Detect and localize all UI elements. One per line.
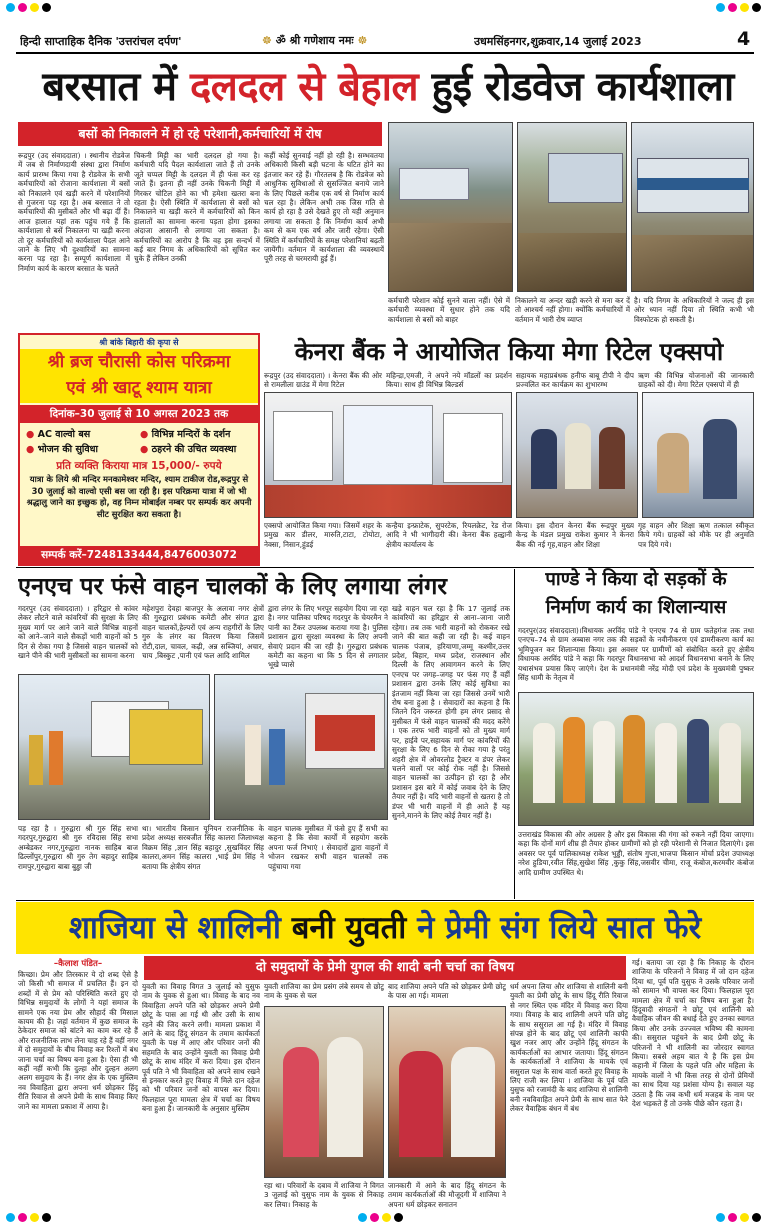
story1-headline-part1: बरसात में <box>42 64 190 110</box>
story2-bottom-col4: गृह वाहन और शिक्षा ऋण तत्काल स्वीकृत किये गये। ग्राहकों को मौके पर ही अनुमति पत्र दिये गये। <box>638 521 754 549</box>
registration-marks-top-right <box>716 3 761 13</box>
invocation <box>262 33 367 48</box>
story3-col1: गदरपुर (उद संवाददाता) । हरिद्वार से कांवर लेकर लौटने वाले कांवरियों की सुरक्षा के लिए मुख्य मार्ग पर आने जाने वाले विभिन्न वाहनों को आने–जाने वाले सैकड़ों भारी वाहनों को 5 दिन से रोका गया है जिससे वाहन चालकों को खाने पीने की भारी मुसीबतों का सामना करना <box>18 604 138 661</box>
registration-marks-top-left <box>6 3 51 13</box>
story5-photo-couple-left <box>264 1006 384 1178</box>
story3-col3: द्वारा लंगर के लिए भरपूर सहयोग दिया जा रहा है। नगर पालिका परिषद गदरपुर के चेयरमैन ने पानी का टैंकर उपलब्ध कराया गया है। पुलिस प्रशासन द्वारा सुरक्षा व्यवस्था के लिए अपनी सेवाएं प्रदान की जा रही है। गुरुद्वारा प्रबंधक कमेटी का कहना था कि 5 दिन से लगातार भूखे प्यासे <box>268 604 388 670</box>
page-number: 4 <box>737 28 751 50</box>
ganesh-emblem-icon: ☸ <box>262 34 272 47</box>
section-rule-2 <box>16 900 754 901</box>
column-rule-story3-4 <box>514 569 515 899</box>
story2-photo-expo-stalls <box>264 392 512 518</box>
paper-name: हिन्दी साप्ताहिक दैनिक 'उत्तरांचल दर्पण' <box>20 35 182 48</box>
masthead-rule <box>16 52 754 54</box>
registration-marks-bottom-center <box>358 1213 403 1223</box>
story2-bottom-col1: एक्सपो आयोजित किया गया। जिसमें शहर के प्रमुख कार डीलर, मारुति,टाटा, टोयोटा, नेक्सा, निसान,हुंडई <box>264 521 382 549</box>
story1-headline <box>18 60 758 116</box>
ad-bullet-icon: ● <box>26 444 35 455</box>
ad-feature-2 <box>140 427 258 440</box>
story3-headline: एनएच पर फंसे वाहन चालकों के लिए लगाया लंगर <box>18 572 447 600</box>
story1-subhead: बसों को निकालने में हो रहे परेशानी,कर्मचारियों में रोष <box>18 122 382 146</box>
story5-col4-top: बाद शाजिया अपने पति को छोड़कर प्रेमी छोटू के पास आ गई। मामला <box>388 982 506 1001</box>
ad-top-line: श्री बांके बिहारी की कृपा से <box>99 338 179 347</box>
invocation-text: ॐ श्री गणेशाय नमः <box>275 34 354 47</box>
story3-photo-trucks-left <box>18 674 210 820</box>
ad-feature-3-text: भोजन की सुविधा <box>37 444 98 455</box>
yatra-ad <box>18 333 260 566</box>
story2-headline: केनरा बैंक ने आयोजित किया मेगा रिटेल एक्सपो <box>294 337 724 366</box>
story2-top-col4: ऋण की विभिन्न योजनाओं की जानकारी ग्राहकों को दी। मेगा रिटेल एक्सपो में ही <box>638 371 754 390</box>
ad-title1: श्री ब्रज चौरासी कोस परिक्रमा <box>47 352 231 372</box>
ad-feature-4 <box>140 442 258 455</box>
story5-photo-couple-right <box>388 1006 506 1178</box>
story5-headline-blue2: ने प्रेमी संग लिये सात फेरे <box>417 910 702 946</box>
story5-headline-blue1: शाजिया से शालिनी <box>68 910 281 946</box>
story4-photo-foundation-ceremony <box>518 692 754 826</box>
story5-col6: गई। बताया जा रहा है कि निकाह के दौरान शाजिया के परिजनों ने विवाह में जो दान दहेज दिया था, पूर्व पति युसुफ ने उसके परिवार जनों को सामान भी वापस कर दिया। फिलहाल पूरा मामला क्षेत्र में चर्चा का विषय बना हुआ है। हिंदूवादी संगठनों ने छोटू एवं शालिनी को वैवाहिक जीवन की बधाई देते हुए उनका स्वागत किया और उनके उज्ज्वल भविष्य की कामना की। ससुराल पहुंचने के बाद प्रेमी छोटू के परिजनों ने भी शालिनी का जोरदार स्वागत किया। सबसे अहम बात ये है कि इस प्रेम कहानी में जिला के पहले पति और महिला के मायके वालों ने भी किस तरह से दोनों प्रेमियों का साथ दिया यह प्रशंसा योग्य है। सवाल यह उठता है कि जब कभी धर्म मजहब के नाम पर देश भड़कते हैं तो उनके पीछे कौन रहता है। <box>632 958 754 1109</box>
story3-bottom-col2: था। भारतीय किसान यूनियन राजनीतिक के प्रदेश अध्यक्ष सरबजीत सिंह कालरा जिलाध्यक्ष विक्रम सिंह ,ज्ञान सिंह बहादुर ,सुखविंदर सिंह कालरा,अमन सिंह कालरा ,भाई प्रेम सिंह ने बताया कि क्षेत्रीय संगत <box>142 824 264 871</box>
story5-byline: –कैलाश पंडित– <box>53 959 103 969</box>
ad-price: प्रति व्यक्ति किराया मात्र 15,000/- रुपये <box>56 460 222 472</box>
story1-photo-caption-b: निकालने या अन्दर खड़ी करने से मना कर दें तो आश्चर्य नहीं होगा। क्योंकि कर्मचारियों में वर्तमान में भारी रोष व्याप्त <box>515 296 630 324</box>
dateline: उधमसिंहनगर,शुक्रवार,14 जुलाई 2023 <box>474 35 642 48</box>
story4-headline-line2: निर्माण कार्य का शिलान्यास <box>545 597 727 618</box>
story1-col2: चिकनी मिट्टी का भारी दलदल हो गया है। कर्मचारी यदि पैदल कार्यशाला जाते हैं तो उनके जूते चप्पल मिट्टी के दलदल में ही फंस कर रह जाते हैं। इतना ही नहीं उनके चिकनी मिट्टी में गिरकर चोटिल होने का भी हमेशा खतरा बना रहता है। ऐसी स्थिति में कार्यशाला से बसों को निकालने या खड़ी करने में कर्मचारियों को किन हालातों का सामना करना पड़ता होगा इसका अंदाजा आसानी से लगाया जा सकता है। कर्मचारियों का आरोप है कि वह इस सन्दर्भ में कई बार निगम के अधिकारियों को सूचित कर चुके हैं लेकिन उनकी <box>134 151 260 264</box>
story3-col4: खड़े वाहन चल रहा है कि 17 जुलाई तक कांवरियों का हरिद्वार से आना–जाना जारी रहेगा। तब तक भारी वाहनों को रोककर रखे जाने की बात कही जा रही है। कई वाहन चालक पंजाब, हरियाणा,जम्मू कश्मीर,उत्तर प्रदेश, बिहार, मध्य प्रदेश, राजस्थान और दिल्ली के लिए आवागमन करने के लिए एनएच पर जगह–जगह पर फंस गए हैं वहीं प्रशासन द्वारा उनके लिए कोई सुविधा का इंतजाम नहीं किया जा रहा जिससे उनमें भारी रोष बना हुआ है । सेवादारों का कहना है कि जितने दिन जरूरत होगी हम लंगर प्रसाद से मुसीबत में फंसे वाहन चालकों की मदद करेंगे । एक तरफ भारी वाहनों को तो मुख्य मार्ग पर, हाईवे पर,सहायक मार्ग पर कांवरियों की सुरक्षा के लिए 6 दिन से रोका गया है परंतु शहरी क्षेत्र में ओवरलोड ट्रैक्टर व डंपर लेकर चलने वालों पर कोई रोक नहीं है। जिससे वाहन चालकों का उत्पीड़न हो रहा है और प्रशासन इस बारे में कोई जवाब देने के लिए तैयार नहीं है। यदि भारी वाहनों से खतरा है तो डंपर भी भारी वाहनों में ही आते हैं यह सुनने,मानने के लिए कोई तैयार नहीं है। <box>392 604 510 820</box>
story5-col5: धर्म अपना लिया और शाजिया से शालिनी बनी युवती का प्रेमी छोटू के साथ हिंदू रीति रिवाज से नगर स्थित एक मंदिर में विवाह करा दिया गया। विवाह के बाद शालिनी अपने पति छोटू के साथ ससुराल आ गई है। मंदिर में विवाह संपन्न होने के बाद छोटू एवं शालिनी काफी खुश नजर आए और उन्होंने हिंदू संगठन के कार्यकर्ताओं का आभार जताया। हिंदू संगठन के कार्यकर्ताओं ने शाजिया के मायके एवं ससुराल पक्ष के साथ वार्ता करते हुए विवाह के लिए राजी कर लिया । शाजिया के पूर्व पति युसुफ को रजामंदी के बाद शाजिया से शालिनी बनी नवविवाहित अपने प्रेमी के साथ सात फेरे लेकर वैवाहिक बंधन में बंध <box>510 982 628 1114</box>
story4-caption: उत्तराखंड विकास की ओर अग्रसर है और इस विकास की गंगा को रुकने नहीं दिया जाएगा। कहा कि दोनों मार्ग शीघ्र ही तैयार होकर ग्रामीणों को हो रही परेशानी से निजात दिलाएंगे। इस अवसर पर पूर्व पालिकाध्यक्ष राकेश भुड्डी, संतोष गुप्ता,भाजपा किसान मोर्चा प्रदेश उपाध्यक्ष नरेश हुडिया,रवीत सिंह,सुखेश सिंह ,कुकु सिंह,जसवीर चीमा, राजू कंबोज,करमवीर कंबोज आदि ग्रामीण उपस्थित थे। <box>518 830 754 877</box>
story3-bottom-col1: पड़ रहा है । गुरुद्वारा श्री गुरु सिंह सभा गदरपुर,गुरुद्वारा श्री गुरु रविदास सिंह सभा अम्बेडकर नगर,गुरुद्वारा नानक साहिब बाज ढिल्लोंपुर,गुरुद्वारा श्री गुरु तेग बहादुर साहिब रामपुर,गुरुद्वारा बाबा बुड्ढा जी <box>18 824 138 871</box>
registration-marks-bottom-right <box>716 1213 761 1223</box>
ganesh-emblem-icon-right: ☸ <box>357 34 368 47</box>
story2-bottom-col2: कन्हैया इन्फ्राटेक, सुपरटेक, रियलक्रेट, रेड रोज आदि ने भी भागीदारी की। केनरा बैंक हल्द्वानी क्षेत्रीय कार्यालय के <box>386 521 512 549</box>
story4-body: गदरपुर(उद संवाददाता)।विधायक अरविंद पांडे ने एनएच 74 से ग्राम फतेहगंज तक तथा एनएच–74 से ग्राम अब्बास नगर तक की सड़कों के नवीनीकरण एवं डामरीकरण कार्य का भूमिपूजन कर शिलान्यास किया। इस अवसर पर ग्रामीणों को संबोधित करते हुए क्षेत्रीय विधायक अरविंद पांडे ने कहा कि गदरपुर विधानसभा को आदर्श विधानसभा बनाने के लिए यथासंभव प्रयास किए जाएंगे। देश के प्रधानमंत्री नरेंद्र मोदी एवं प्रदेश के मुख्यमंत्री पुष्कर सिंह धामी के नेतृत्व में <box>518 626 754 683</box>
story4-headline-line1: पाण्डे ने किया दो सड़कों के <box>545 569 727 590</box>
story2-photo-inauguration <box>516 392 638 518</box>
story3-col2: महेशपुरा देवहा बाजपुर के अलावा नगर क्षेत्रों की गुरुद्वारा प्रबंधक कमेटी और संगत द्वारा वाहन चालकों,हेल्परों एवं अन्य राहगीरों के लिए गुरु के लंगर का वितरण किया जिसमें रोटी,दाल, चावल, कढ़ी, अन्न सब्जियां, अचार, चाय ,बिस्कुट ,पानी एवं फल आदि शामिल <box>142 604 264 661</box>
story2-photo-loan-letter <box>642 392 754 518</box>
story5-headline-black: बनी युवती <box>280 910 418 946</box>
story5-col3-bottom: रहा था। परिवारों के दबाव में शाजिया ने विगत 3 जुलाई को युसुफ नाम के युवक से निकाह कर लिया। निकाह के <box>264 1181 384 1209</box>
ad-contact: सम्पर्क करें–7248133444,8476003072 <box>20 546 258 564</box>
story1-photo-bus-depot <box>388 122 513 292</box>
story2-bottom-col3: किया। इस दौरान केनरा बैंक रूद्रपुर मुख्य केन्द्र के मंडल प्रमुख राकेश कुमार ने केनरा बैंक की नई गृह,वाहन और शिक्षा <box>516 521 634 549</box>
story5-col4-bottom: जानकारी में आने के बाद हिंदू संगठन के तमाम कार्यकर्ताओं की मौजूदगी में शाजिया ने अपना धर्म छोड़कर सनातन <box>388 1181 506 1209</box>
story3-photo-trucks-right <box>214 674 388 820</box>
ad-feature-1-text: AC वाल्वो बस <box>37 429 91 440</box>
ad-bullet-icon: ● <box>140 444 149 455</box>
registration-marks-bottom-left <box>6 1213 51 1223</box>
ad-feature-1 <box>26 427 138 440</box>
story5-col1: किच्छा। प्रेम और तिरस्कार ये दो शब्द ऐसे है जो किसी भी समाज में प्रचलित हैं। इन दो शब्दों में से प्रेम को परिस्थिति करते हुए दो विभिन्न समुदायों के लोगों ने यहां समाज के सामने एक नया प्रेम और सौहार्द की मिसाल कायम की है। जहां वर्तमान में कुछ समाज के ठेकेदार समाज को बांटने का काम कर रहे हैं और राजनीतिक लाभ लेना चाह रहे हैं वहीं नगर में दो समुदायों के बीच विवाह कर रिश्तों में बंध जाना चर्चा का विषय बना हुआ है। ऐसा ही भी कहीं नहीं कभी कि दुल्हा और दुल्हन अलग अलग समुदाय के हैं। नगर क्षेत्र के एक मुस्लिम नव विवाहिता द्वारा अपना धर्म छोड़कर हिंदू रीति रिवाज से अपने प्रेमी के साथ विवाह किए जाने का मामला प्रकाश में आया है। <box>18 970 138 1111</box>
story2-top-col3: सहायक महाप्रबंधक हनीफ बाबू टीपी ने दीप प्रज्वलित कर कार्यक्रम का शुभारम्भ <box>516 371 634 390</box>
story1-headline-part2: हुई रोडवेज कार्यशाला <box>418 64 734 110</box>
ad-feature-2-text: विभिन्न मन्दिरों के दर्शन <box>151 429 231 440</box>
story5-headline <box>16 902 754 954</box>
story2-top-col2: महिन्द्रा,एमजी, ने अपने नये मॉडलों का प्रदर्शन किया। साथ ही विभिन्न बिल्डर्स <box>386 371 512 390</box>
ad-dates: दिनांक–30 जुलाई से 10 अगस्त 2023 तक <box>20 405 258 423</box>
ad-title2: एवं श्री खाटू श्याम यात्रा <box>66 378 212 398</box>
story1-col1: रूद्रपुर (उद संवाददाता) । स्थानीय रोडवेज में जब से निर्माणदायी संस्था द्वारा निर्माण कार्य प्रारम्भ किया गया है रोडवेज के सभी कर्मचारियों को रोजाना कार्यशाला में बसों को निकालने एवं खड़ी करने में परेशानियों से गुजरना पड़ रहा है। अब बरसात ने तो कर्मचारियों की मुसीबतें और भी बढ़ा दीं हैं। आज हालात यहां तक पहुंच गये हैं कि कार्यशाला से बसें निकालना या खड़ी करना तो दूर कर्मचारियों को कार्यशाला पैदल आने जाने के लिए भी दुश्वारियों का सामना करना पड़ रहा है। सम्पूर्ण कार्यशाला में निर्माण कार्य के कारण बरसात के चलते <box>18 151 130 273</box>
ad-feature-4-text: ठहरने की उचित व्यवस्था <box>151 444 237 455</box>
story1-headline-red: दलदल से बेहाल <box>189 64 419 110</box>
story1-photo-bus-in-mud <box>631 122 754 292</box>
story2-top-col1: रूद्रपुर (उद संवाददाता) । केनरा बैंक की ओर से रामलीला ग्राउंड में मेगा रिटेल <box>264 371 382 390</box>
story5-subhead: दो समुदायों के प्रेमी युगल की शादी बनी चर्चा का विषय <box>144 956 626 980</box>
ad-feature-3 <box>26 442 138 455</box>
ad-bullet-icon: ● <box>26 429 35 440</box>
story1-photo-caption-c: है। यदि निगम के अधिकारियों ने जल्द ही इस ओर ध्यान नहीं दिया तो स्थिति कभी भी विस्फोटक हो सकती है। <box>634 296 754 324</box>
story1-photo-caption-a: कर्मचारी परेशान कोई सुनने वाला नहीं। ऐसे में कर्मचारी व्यवस्था में सुधार होने तक यदि कार्यशाला से बसों को बाहर <box>388 296 510 324</box>
ad-bullet-icon: ● <box>140 429 149 440</box>
story1-col3: कहीं कोई सुनवाई नहीं हो रही है। सम्भवतया अधिकारी किसी बड़ी घटना के घटित होने का इंतजार कर रहे हैं। गौरतलब है कि रोडवेज को आधुनिक सुविधाओं से सुसज्जित बनाये जाने के लिए पिछले करीब एक वर्ष से निर्माण कार्य चल रहा है। लेकिन अभी तक जिस गति से कार्य हो रहा है उसे देखते हुए तो यही अनुमान लगाया जा सकता है कि निर्माण कार्य अभी कम से कम एक वर्ष और जारी रहेगा। ऐसी स्थिति में कर्मचारियों के समक्ष परेशानियां बढ़ती जायेंगी। वर्तमान में कार्यशाला की व्यवस्थायें पूरी तरह से चरमरायी हुई हैं। <box>264 151 384 264</box>
story5-col3-top: युवती शाजिया का प्रेम प्रसंग लंबे समय से छोटू नाम के युवक से चल <box>264 982 384 1001</box>
story3-bottom-col3: वाहन चालक मुसीबत में फंसे हुए हैं सभी का कहना है कि सेवा कार्यों में सहयोग करके अपना फर्ज निभाएं । सेवादारों द्वारा वाहनों में भोजन रखकर सभी वाहन चालकों तक पहुंचाया गया <box>268 824 388 871</box>
story5-col2: युवती का विवाह विगत 3 जुलाई को युसुफ नाम के युवक से हुआ था। विवाह के बाद नव विवाहिता अपने पति को छोड़कर अपने प्रेमी छोटू के पास आ गई थी और उसी के साथ रहने की जिद करने लगी। मामला प्रकाश में आने के बाद हिंदू संगठन के तमाम कार्यकर्ता युवती के पक्ष में आए और परिवार जनों की सहमति के बाद उन्होंने युवती का विवाह प्रेमी छोटू के साथ मंदिर में करा दिया। इस दौरान पूर्व पति ने भी विवाहिता को अपने साथ रखने से इनकार करते हुए विवाह में मिले दान दहेज को भी परिवार जनों को वापस कर दिया। फिलहाल पूरा मामला क्षेत्र में चर्चा का विषय बना हुआ है। जानकारी के अनुसार मुस्लिम <box>142 982 260 1114</box>
story1-photo-muddy-yard <box>517 122 627 292</box>
ad-body: यात्रा के लिये श्री मन्दिर मनकामेश्वर मन्दिर, श्याम टाकीज रोड,रूद्रपुर से 30 जुलाई को वाल्वो एसी बस जा रही है। इस परिक्रमा यात्रा में जो भी श्रद्धालु जाने का इच्छुक हो, वह निम्न मोबाईल नम्बर पर सम्पर्क कर अपनी सीट सुरक्षित करा सकता है। <box>26 474 252 519</box>
